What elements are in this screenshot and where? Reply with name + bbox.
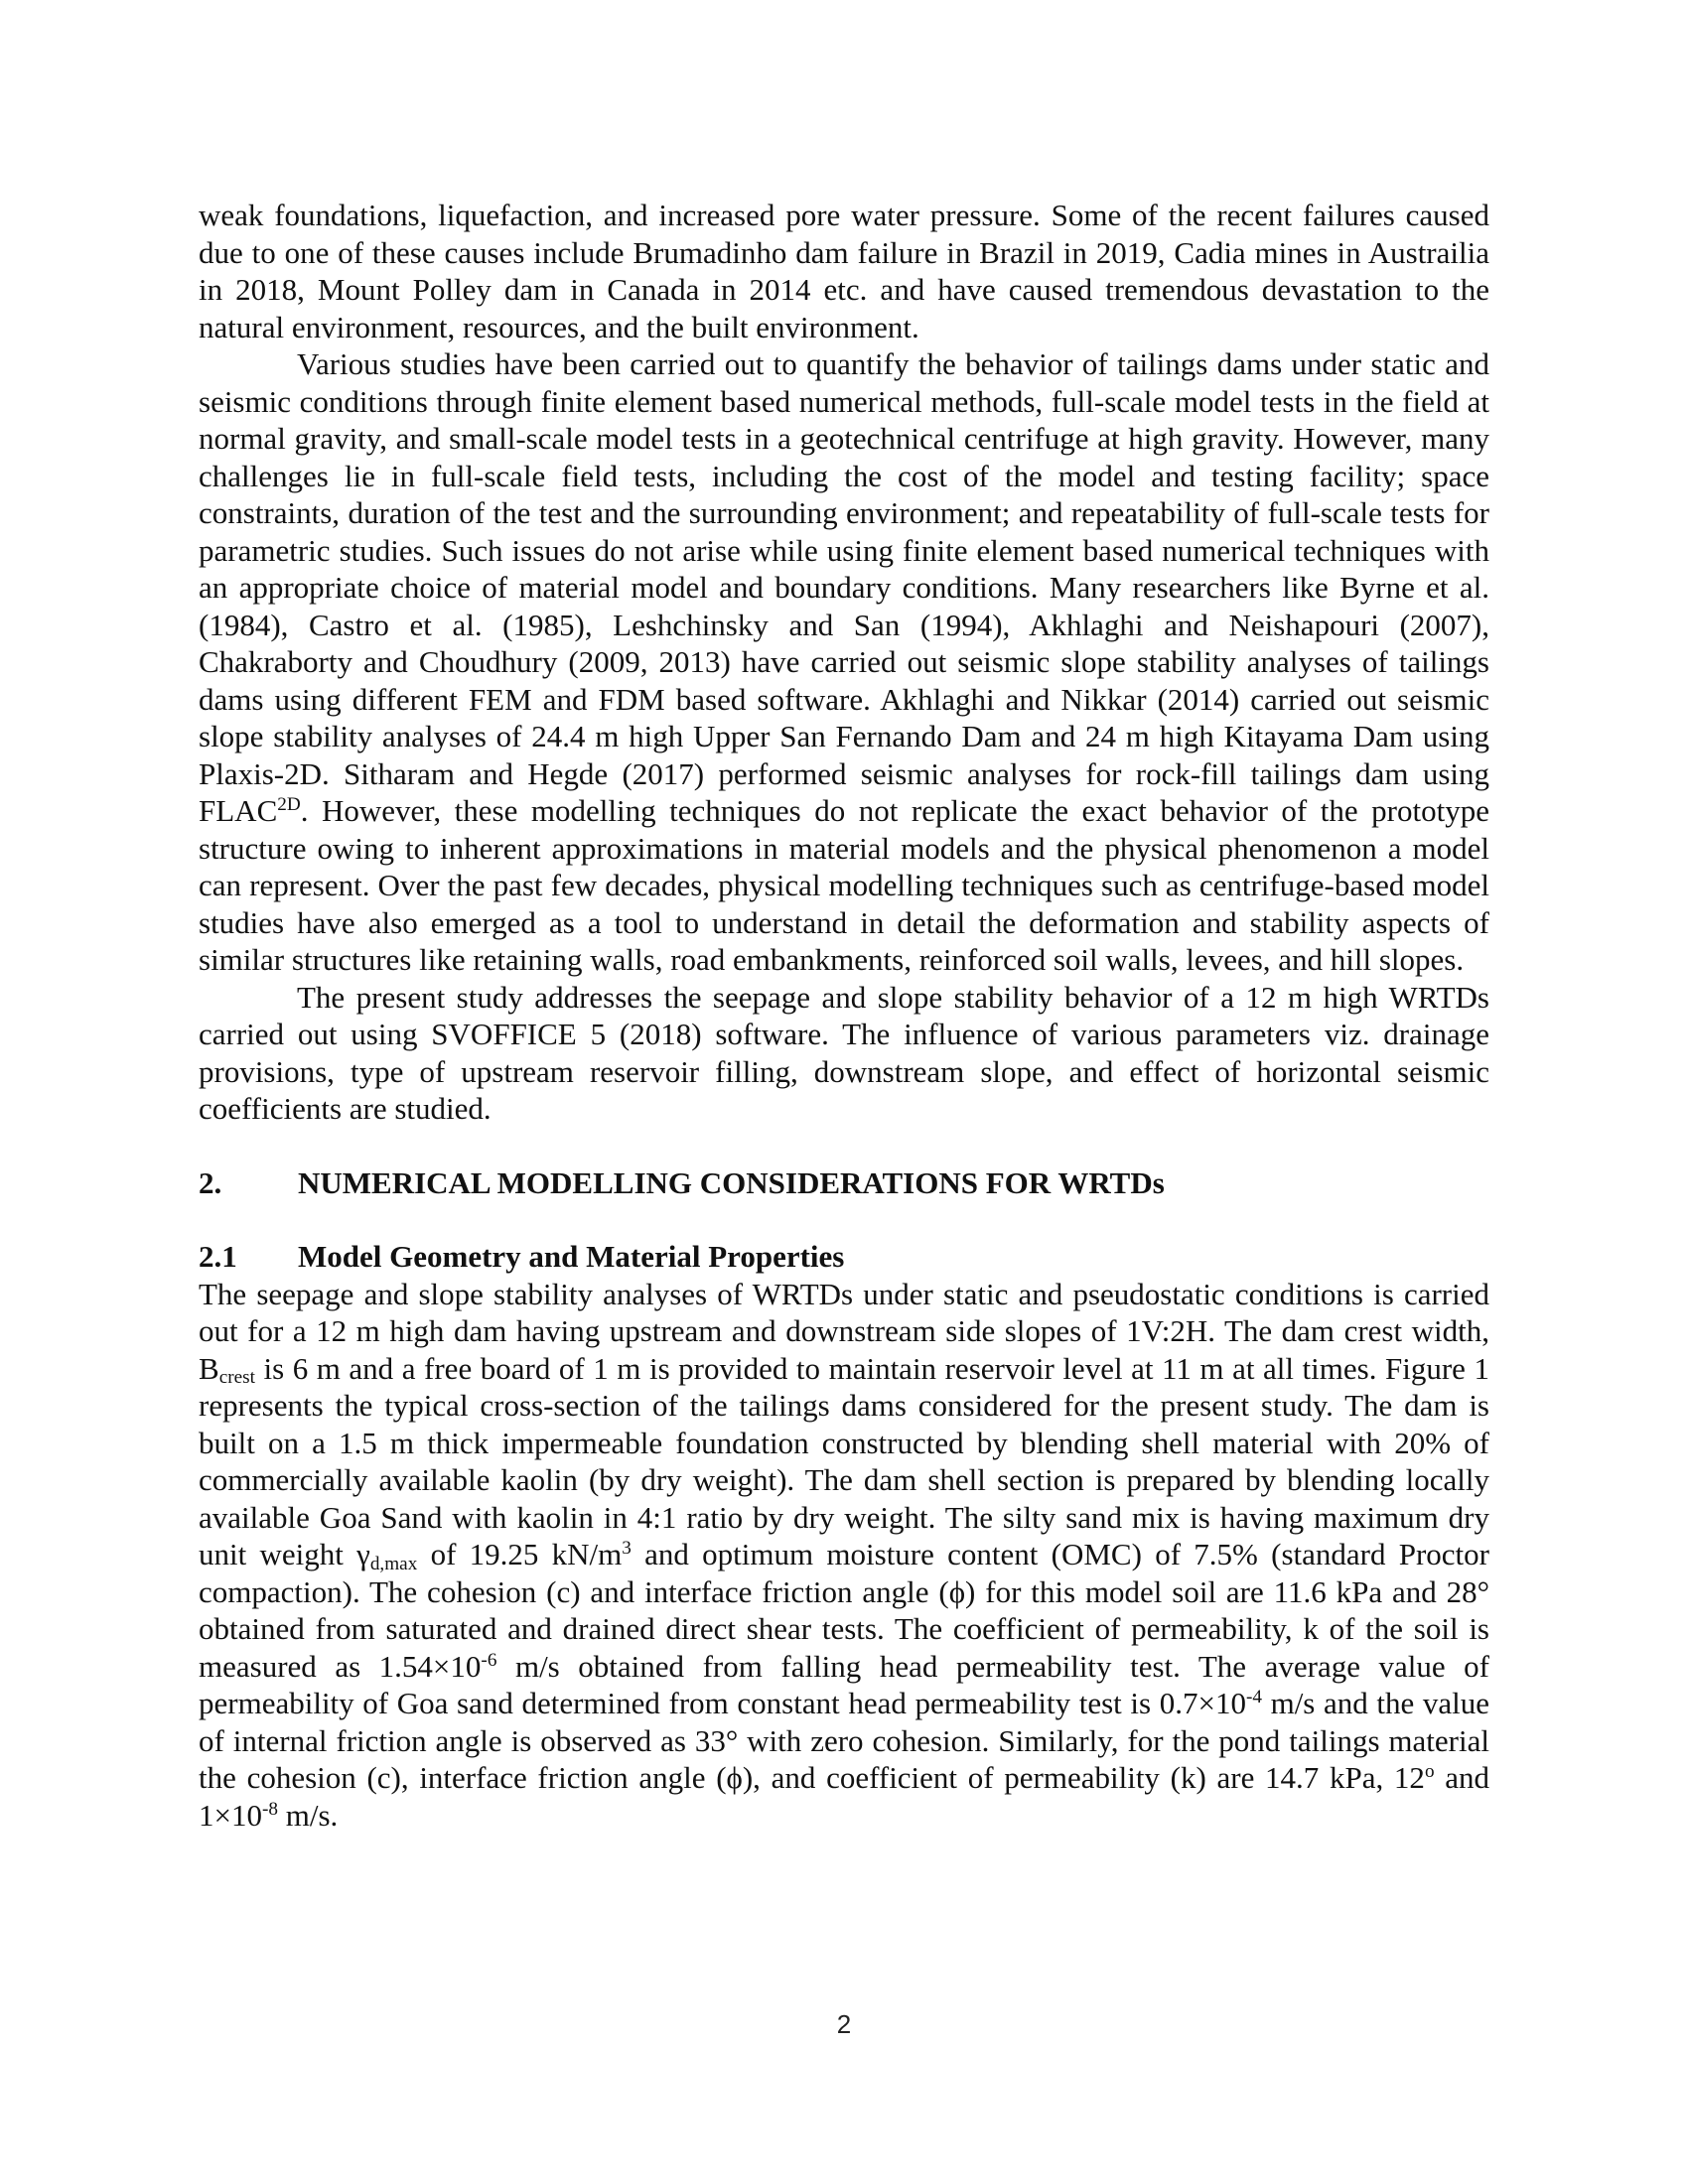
superscript: 3	[622, 1538, 632, 1560]
paragraph-present-study	[199, 979, 1489, 1128]
superscript: o	[1424, 1761, 1435, 1783]
section-title: NUMERICAL MODELLING CONSIDERATIONS FOR WRTDs	[298, 1164, 1165, 1200]
paragraph-text: The seepage and slope stability analyses of WRTDs under static and pseudostatic conditions is carried out for a 12 m high dam having upstream and downstream side slopes of 1V:2H. The dam crest width, B	[199, 1276, 1489, 1386]
paragraph-text: and 1×10	[199, 1760, 1490, 1833]
subscript: crest	[218, 1367, 255, 1389]
paragraph-intro-continued	[199, 197, 1489, 345]
subsection-heading	[199, 1238, 1489, 1276]
paragraph-text: . However, these modelling techniques do not replicate the exact behavior of the prototype structure owing to inherent approximations in material models and the physical phenomenon a model can represent. Over the past few decades, physical modelling techniques such as centrifuge-based model studies have also emerged as a tool to understand in detail the deformation and stability aspects of similar structures like retaining walls, road embankments, reinforced soil walls, levees, and hill slopes.	[199, 793, 1489, 977]
paragraph-text: The present study addresses the seepage and slope stability behavior of a 12 m high WRTDs carried out using SVOFFICE 5 (2018) software. The influence of various parameters viz. drainage provisions, type of upstream reservoir filling, downstream slope, and effect of horizontal seismic coefficients are studied.	[199, 979, 1489, 1126]
paragraph-model-geometry	[199, 1276, 1489, 1835]
paragraph-text: m/s obtained from falling head permeability test. The average value of permeability of Goa sand determined from constant head permeability test is 0.7×10	[199, 1648, 1489, 1720]
paragraph-text: Various studies have been carried out to quantify the behavior of tailings dams under static and seismic conditions through finite element based numerical methods, full-scale model tests in the field at normal gravity, and small-scale model tests in a geotechnical centrifuge at high gravity. However, many challenges lie in full-scale field tests, including the cost of the model and testing facility; space constraints, duration of the test and the surrounding environment; and repeatability of full-scale tests for parametric studies. Such issues do not arise while using finite element based numerical techniques with an appropriate choice of material model and boundary conditions. Many researchers like Byrne et al. (1984), Castro et al. (1985), Leshchinsky and San (1994), Akhlaghi and Neishapouri (2007), Chakraborty and Choudhury (2009, 2013) have carried out seismic slope stability analyses of tailings dams using different FEM and FDM based software. Akhlaghi and Nikkar (2014) carried out seismic slope stability analyses of 24.4 m high Upper San Fernando Dam and 24 m high Kitayama Dam using Plaxis-2D. Sitharam and Hegde (2017) performed seismic analyses for rock-fill tailings dam using FLAC	[199, 346, 1489, 828]
subsection-number: 2.1	[199, 1239, 237, 1274]
superscript: -6	[481, 1649, 497, 1671]
page-number: 2	[836, 2009, 852, 2039]
superscript: 2D	[277, 794, 301, 816]
section-heading	[199, 1164, 1489, 1202]
paragraph-text: is 6 m and a free board of 1 m is provided to maintain reservoir level at 11 m at all times. Figure 1 represents the typical cross-section of the tailings dams considered for the present study. The dam is built on a 1.5 m thick impermeable foundation constructed by blending shell material with 20% of commercially available kaolin (by dry weight). The dam shell section is prepared by blending locally available Goa Sand with kaolin in 4:1 ratio by dry weight. The silty sand mix is having maximum dry unit weight γ	[199, 1350, 1489, 1571]
paragraph-text: m/s.	[277, 1797, 339, 1833]
body-text	[199, 197, 1489, 1834]
paragraph-text: weak foundations, liquefaction, and increased pore water pressure. Some of the recent failures caused due to one of these causes include Brumadinho dam failure in Brazil in 2019, Cadia mines in Austrailia in 2018, Mount Polley dam in Canada in 2014 etc. and have caused tremendous devastation to the natural environment, resources, and the built environment.	[199, 198, 1489, 344]
section-number: 2.	[199, 1164, 222, 1200]
paragraph-text: of 19.25 kN/m	[417, 1537, 623, 1571]
subsection-title: Model Geometry and Material Properties	[298, 1239, 845, 1274]
subscript: d,max	[369, 1553, 418, 1574]
paragraph-text: m/s and the value of internal friction angle is observed as 33° with zero cohesion. Similarly, for the pond tailings material the cohesion (c), interface friction angle (ϕ), and coefficient of permeability (k) are 14.7 kPa, 12	[199, 1686, 1489, 1795]
paragraph-text: and optimum moisture content (OMC) of 7.5% (standard Proctor compaction). The cohesion (c) and interface friction angle (ϕ) for this model soil are 11.6 kPa and 28° obtained from saturated and drained direct shear tests. The coefficient of permeability, k of the soil is measured as 1.54×10	[199, 1537, 1489, 1684]
superscript: -4	[1245, 1687, 1262, 1708]
superscript: -8	[261, 1798, 278, 1820]
paragraph-previous-studies	[199, 345, 1489, 979]
